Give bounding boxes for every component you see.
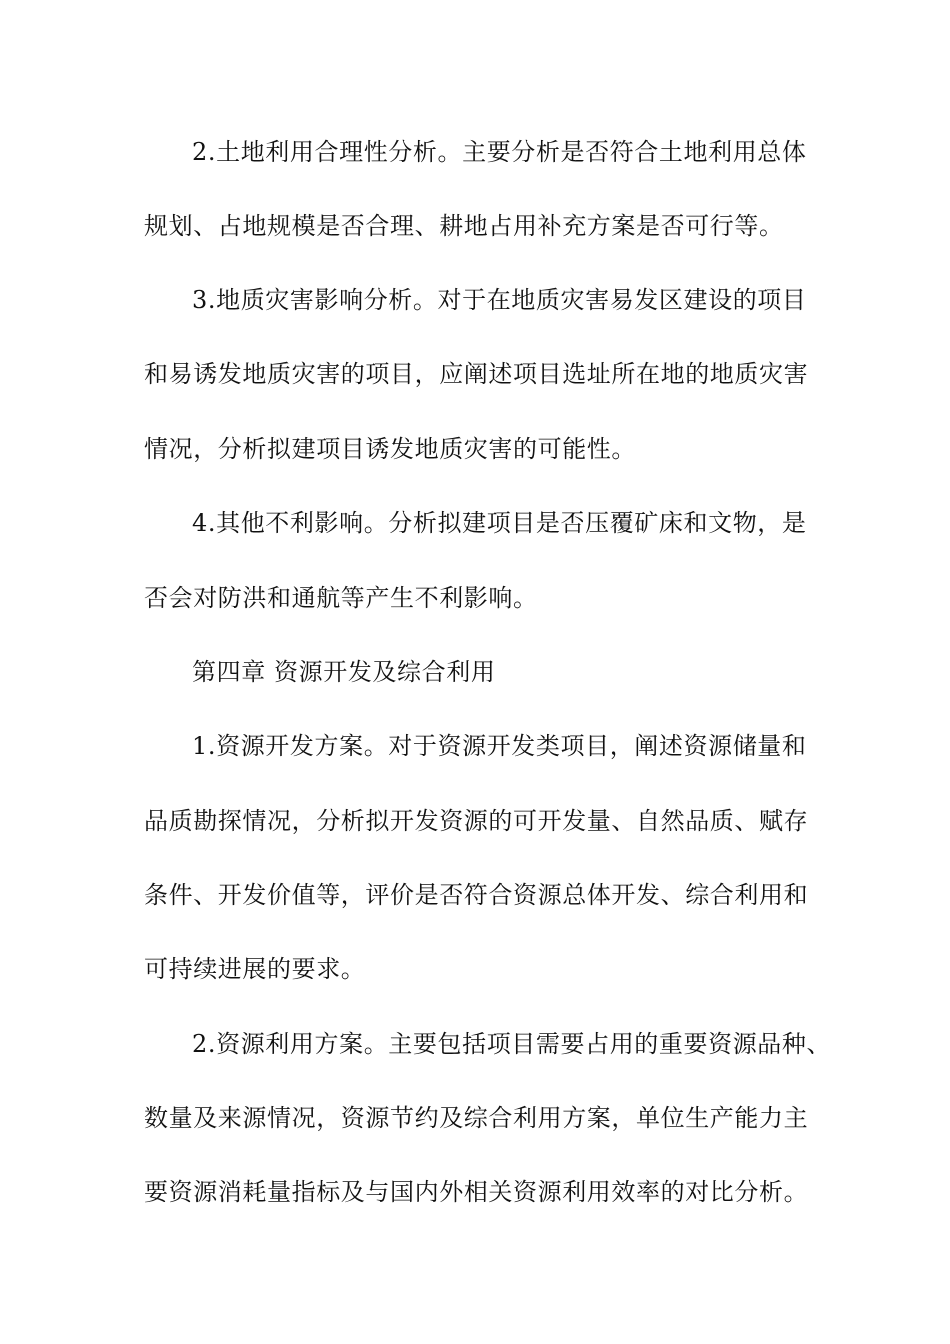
paragraph-land-use-line-2: 规划、占地规模是否合理、耕地占用补充方案是否可行等。 bbox=[144, 212, 784, 240]
paragraph-resource-dev-line-3: 条件、开发价值等，评价是否符合资源总体开发、综合利用和 bbox=[144, 881, 809, 909]
paragraph-resource-dev-line-2: 品质勘探情况，分析拟开发资源的可开发量、自然品质、赋存 bbox=[144, 807, 809, 835]
paragraph-geohazard-line-3: 情况，分析拟建项目诱发地质灾害的可能性。 bbox=[144, 435, 636, 463]
paragraph-geohazard-line-2: 和易诱发地质灾害的项目，应阐述项目选址所在地的地质灾害 bbox=[144, 360, 809, 388]
paragraph-resource-dev-line-1: 1.资源开发方案。对于资源开发类项目，阐述资源储量和 bbox=[192, 732, 807, 760]
paragraph-other-impact-line-2: 否会对防洪和通航等产生不利影响。 bbox=[144, 584, 538, 612]
paragraph-resource-use-line-1: 2.资源利用方案。主要包括项目需要占用的重要资源品种、 bbox=[192, 1030, 832, 1058]
paragraph-resource-use-line-3: 要资源消耗量指标及与国内外相关资源利用效率的对比分析。 bbox=[144, 1178, 809, 1206]
paragraph-resource-dev-line-4: 可持续进展的要求。 bbox=[144, 955, 366, 983]
paragraph-geohazard-line-1: 3.地质灾害影响分析。对于在地质灾害易发区建设的项目 bbox=[192, 286, 807, 314]
paragraph-resource-use-line-2: 数量及来源情况，资源节约及综合利用方案，单位生产能力主 bbox=[144, 1104, 809, 1132]
chapter-heading: 第四章 资源开发及综合利用 bbox=[192, 658, 496, 686]
paragraph-land-use-line-1: 2.土地利用合理性分析。主要分析是否符合土地利用总体 bbox=[192, 138, 807, 166]
paragraph-other-impact-line-1: 4.其他不利影响。分析拟建项目是否压覆矿床和文物，是 bbox=[192, 509, 807, 537]
